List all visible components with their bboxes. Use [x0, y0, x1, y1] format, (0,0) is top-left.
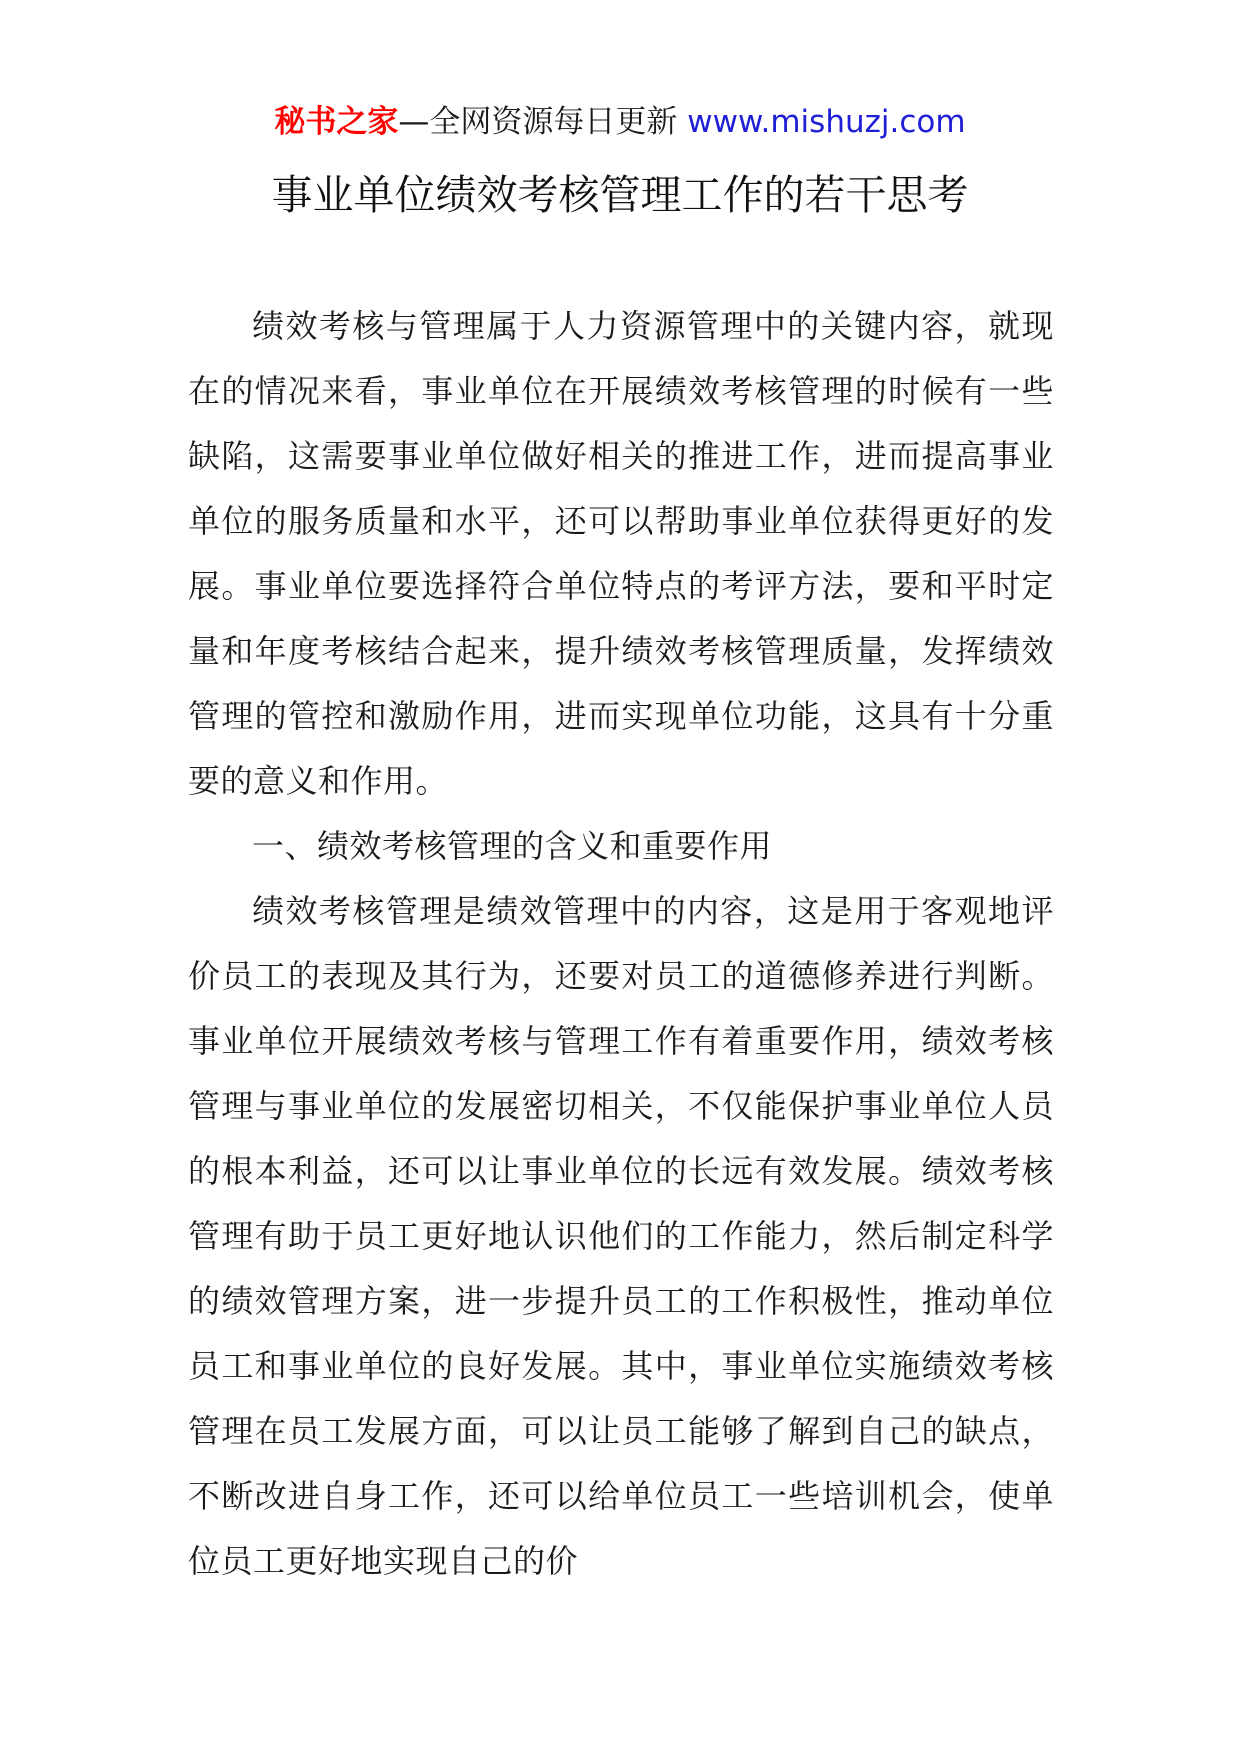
- paragraph-intro: 绩效考核与管理属于人力资源管理中的关键内容，就现在的情况来看，事业单位在开展绩效考核管理的时候有一些缺陷，这需要事业单位做好相关的推进工作，进而提高事业单位的服务质量和水平，还可以帮助事业单位获得更好的发展。事业单位要选择符合单位特点的考评方法，要和平时定量和年度考核结合起来，提升绩效考核管理质量，发挥绩效管理的管控和激励作用，进而实现单位功能，这具有十分重要的意义和作用。: [188, 307, 1054, 800]
- section-heading-1: 一、绩效考核管理的含义和重要作用: [252, 827, 773, 865]
- site-tagline: —全网资源每日更新: [398, 104, 688, 140]
- document-title: 事业单位绩效考核管理工作的若干思考: [271, 171, 969, 219]
- paragraph-section-1: 绩效考核管理是绩效管理中的内容，这是用于客观地评价员工的表现及其行为，还要对员工的道德修养进行判断。事业单位开展绩效考核与管理工作有着重要作用，绩效考核管理与事业单位的发展密切相关，不仅能保护事业单位人员的根本利益，还可以让事业单位的长远有效发展。绩效考核管理有助于员工更好地认识他们的工作能力，然后制定科学的绩效管理方案，进一步提升员工的工作积极性，推动单位员工和事业单位的良好发展。其中，事业单位实施绩效考核管理在员工发展方面，可以让员工能够了解到自己的缺点，不断改进自身工作，还可以给单位员工一些培训机会，使单位员工更好地实现自己的价: [188, 892, 1054, 1580]
- site-header: [0, 100, 1240, 144]
- site-url-link[interactable]: www.mishuzj.com: [687, 104, 966, 140]
- brand-name: 秘书之家: [274, 104, 399, 140]
- document-body: [188, 294, 1054, 1594]
